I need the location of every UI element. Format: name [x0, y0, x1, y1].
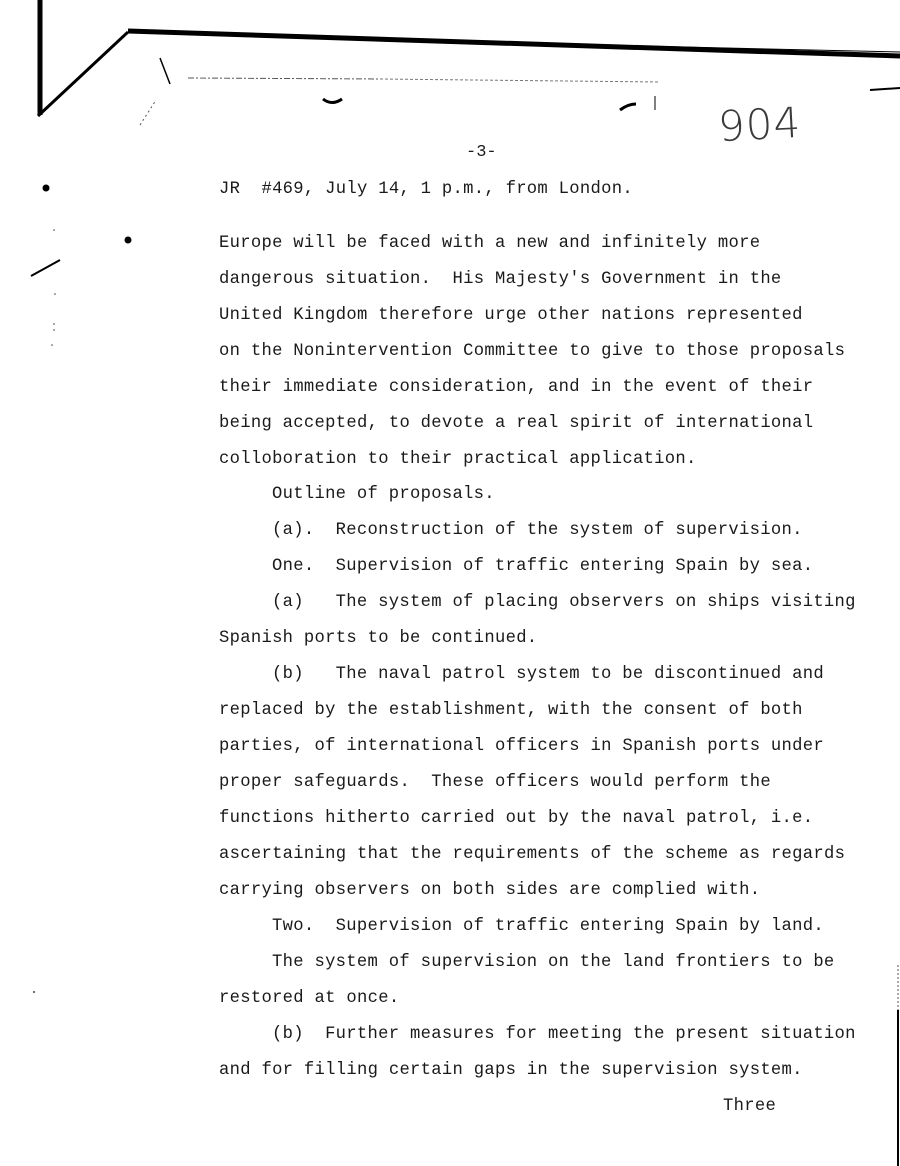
text-line: ascertaining that the requirements of the scheme as regards — [219, 845, 846, 864]
text-line: parties, of international officers in Spanish ports under — [219, 737, 825, 756]
text-line: Two. Supervision of traffic entering Spain by land. — [272, 917, 824, 936]
text-line: dangerous situation. His Majesty's Government in the — [219, 270, 782, 289]
handwritten-page-number: 904 — [716, 97, 803, 152]
text-line: Europe will be faced with a new and infinitely more — [219, 234, 761, 253]
text-line: functions hitherto carried out by the naval patrol, i.e. — [219, 809, 814, 828]
text-line: The system of supervision on the land frontiers to be — [272, 953, 835, 972]
text-line: Outline of proposals. — [272, 485, 495, 504]
text-line: proper safeguards. These officers would perform the — [219, 773, 771, 792]
text-line: their immediate consideration, and in the event of their — [219, 378, 814, 397]
text-line: restored at once. — [219, 989, 400, 1008]
text-line: replaced by the establishment, with the consent of both — [219, 701, 803, 720]
text-line: Spanish ports to be continued. — [219, 629, 538, 648]
page-number: -3- — [466, 143, 497, 162]
text-line: (a) The system of placing observers on ships visiting — [272, 593, 856, 612]
text-line: colloboration to their practical application. — [219, 450, 697, 469]
text-line: and for filling certain gaps in the supervision system. — [219, 1061, 803, 1080]
text-line: carrying observers on both sides are complied with. — [219, 881, 761, 900]
text-line: (a). Reconstruction of the system of supervision. — [272, 521, 803, 540]
text-line: on the Nonintervention Committee to give to those proposals — [219, 342, 846, 361]
text-line: Three — [723, 1097, 777, 1116]
text-line: (b) The naval patrol system to be discontinued and — [272, 665, 824, 684]
text-line: United Kingdom therefore urge other nations represented — [219, 306, 803, 325]
text-line: being accepted, to devote a real spirit of international — [219, 414, 814, 433]
text-line: One. Supervision of traffic entering Spain by sea. — [272, 557, 814, 576]
telegram-header: JR #469, July 14, 1 p.m., from London. — [219, 180, 633, 199]
text-line: (b) Further measures for meeting the present situation — [272, 1025, 856, 1044]
